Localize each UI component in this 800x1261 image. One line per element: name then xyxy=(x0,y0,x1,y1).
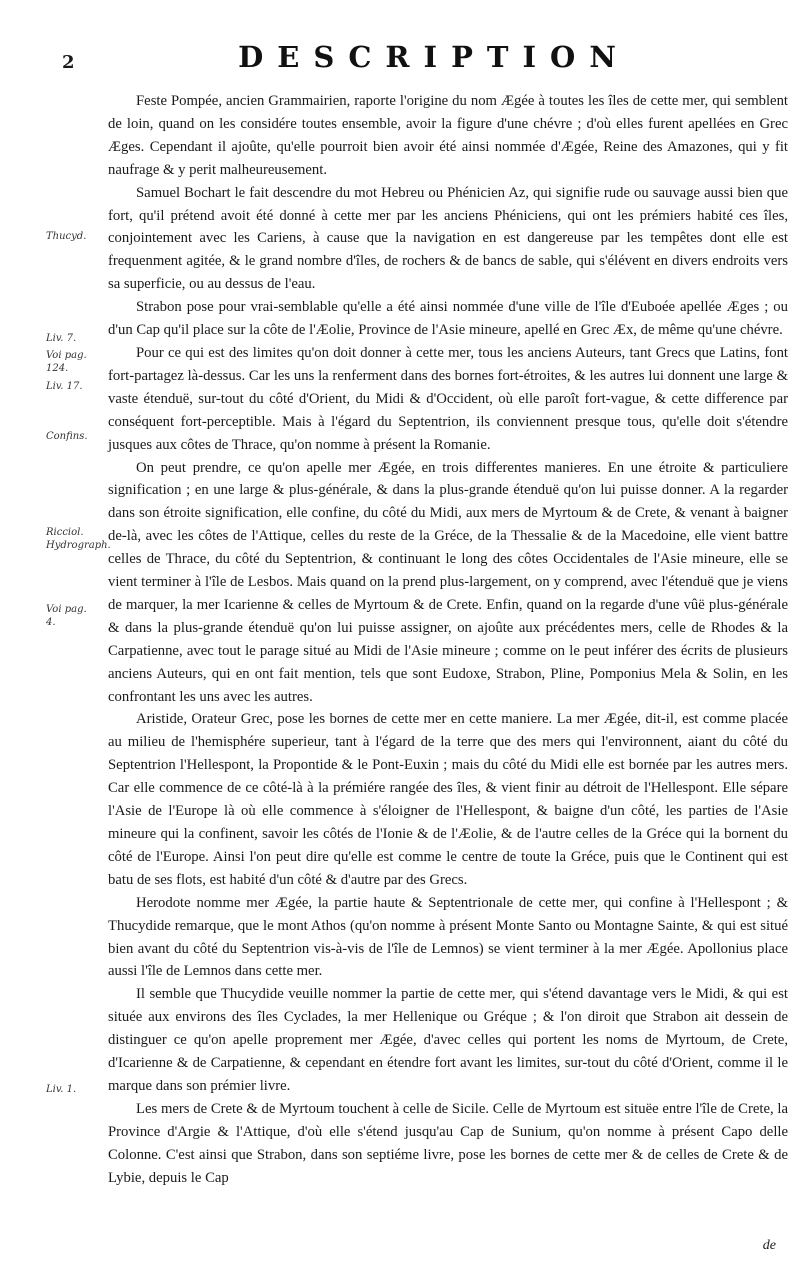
paragraph: Aristide, Orateur Grec, pose les bornes de cette mer en cette maniere. La mer Ægée, dit-il, est comme placée au milieu de l'hemisphére superieur, tant à l'égard de la terre que des mers qui l'environnent, aiant du côté du Septentrion l'Hellespont, la Propontide & le Pont-Euxin ; mais du côté du Midi elle est bornée par les autres mers. Car elle commence de ce côté-là à la prémiére rangée des îles, & vient finir au détroit de l'Hellespont. Elle sépare l'Asie de l'Europe là où elle commence à s'éloigner de l'Hellespont, & baigne d'un côté, les parties de l'Asie mineure qui la confinent, savoir les côtés de l'Ionie & de l'Æolie, & de l'autre celles de la Gréce qui la bornent du côté de l'Europe. Ainsi l'on peut dire qu'elle est comme le centre de toute la Gréce, puis que le Continent qui est batu de ses flots, est habité d'un côté & d'autre par des Grecs. xyxy=(108,711,788,888)
margin-note: Liv. 17. xyxy=(46,381,83,392)
margin-note: Thucyd. xyxy=(46,231,87,242)
body-text xyxy=(108,90,788,1190)
paragraph: Strabon pose pour vrai-semblable qu'elle a été ainsi nommée d'une ville de l'île d'Euboée apellée Æges ; ou d'un Cap qu'il place sur la côte de l'Æolie, Province de l'Asie mineure, apellé en Grec Æx, de même qu'une chévre. xyxy=(108,299,788,339)
paragraph: On peut prendre, ce qu'on apelle mer Ægée, en trois differentes manieres. En une étroite & particuliere signification ; en une large & plus-générale, & dans la plus-grande étenduë qu'on lui puisse donner. A la regarder dans son étroite signification, elle confine, du côté du Midi, aux mers de Myrtoum & de Crete, & venant à baigner de-là, avec les côtes de l'Attique, celles du reste de la Gréce, de la Thessalie & de la Macedoine, elle vient battre celles de Thrace, du côté du Septentrion, & continuant le long des côtes Occidentales de l'Asie mineure, elle se vient terminer à l'île de Lesbos. Mais quand on la prend plus-largement, on y comprend, avec l'étenduë que je viens de marquer, la mer Icarienne & celles de Myrtoum & de Crete. Enfin, quand on la regarde d'une vûë plus-générale & dans la plus-grande étenduë qu'on lui puisse assigner, on ajoûte aux précédentes mers, celle de Rhodes & la Carpatienne, avec tout le parage situé au Midi de l'Asie mineure ; comme on le peut inférer des écrits de plusieurs anciens Auteurs, qui en ont fait mention, tels que sont Eudoxe, Strabon, Pline, Pomponius Mela & Solin, en les confrontant les uns avec les autres. xyxy=(108,459,788,705)
margin-note: Liv. 1. xyxy=(46,1084,77,1095)
paragraph: Feste Pompée, ancien Grammairien, raporte l'origine du nom Ægée à toutes les îles de cette mer, qui semblent de loin, quand on les considére toutes ensemble, avoir la figure d'une chévre ; d'où elles furent apellées en Grec Æges. Cependant il ajoûte, qu'elle pourroit bien avoir été ainsi nommée d'Ægée, Reine des Amazones, qui y fit naufrage & y perit malheureusement. xyxy=(108,93,788,178)
running-title: DESCRIPTION xyxy=(238,40,630,74)
margin-note: Confins. xyxy=(46,431,88,442)
paragraph: Pour ce qui est des limites qu'on doit donner à cette mer, tous les anciens Auteurs, tant Grecs que Latins, font fort-partagez là-dessus. Car les uns la renferment dans des bornes fort-étroites, & les autres lui donnent une large & vaste étenduë, sur-tout du côté d'Orient, du Midi & d'Occident, où elle paroît fort-vague, & cette difference par conséquent fort-perceptible. Mais à l'égard du Septentrion, ils conviennent presque tous, qu'elle doit s'étendre jusques aux côtes de Thrace, qu'on nomme à présent la Romanie. xyxy=(108,344,788,453)
paragraph: Herodote nomme mer Ægée, la partie haute & Septentrionale de cette mer, qui confine à l'Hellespont ; & Thucydide remarque, que le mont Athos (qu'on nomme à présent Monte Santo ou Montagne Sainte, & qui est situé bien avant du côté du Septentrion vis-à-vis de l'île de Lemnos) se vient terminer à la mer Ægée. Apollonius place aussi l'île de Lemnos dans cette mer. xyxy=(108,894,788,980)
paragraph: Les mers de Crete & de Myrtoum touchent à celle de Sicile. Celle de Myrtoum est situëe entre l'île de Crete, la Province d'Argie & l'Attique, d'où elle s'étend jusqu'au Cap de Sunium, qu'on nomme à présent Capo delle Colonne. C'est ainsi que Strabon, dans son septiéme livre, pose les bornes de cette mer & de celles de Crete & de Lybie, depuis le Cap xyxy=(108,1100,788,1186)
page-number: 2 xyxy=(62,52,75,73)
margin-note: Voi pag. 4. xyxy=(46,604,87,628)
margin-note: Ricciol. Hydrograph. xyxy=(46,527,111,551)
paragraph: Il semble que Thucydide veuille nommer la partie de cette mer, qui s'étend davantage vers le Midi, & qui est située aux environs des îles Cyclades, la mer Hellenique ou Gréque ; & l'on diroit que Strabon ait dessein de distinguer ce qu'on apelle proprement mer Ægée, d'avec celles qui portent les noms de Myrtoum, de Crete, d'Icarienne & de Carpatienne, & cependant en étendre fort avant les limites, sur-tout du côté d'Orient, comme il le marque dans son prémier livre. xyxy=(108,986,788,1094)
margin-note: Liv. 7. xyxy=(46,333,77,344)
margin-note: Voi pag. 124. xyxy=(46,350,87,374)
page-header xyxy=(62,40,782,86)
paragraph: Samuel Bochart le fait descendre du mot Hebreu ou Phénicien Az, qui signifie rude ou sauvage aussi bien que fort, qu'il prétend avoit été donné à cette mer par les anciens Phéniciens, qui ont les prémiers habité ces îles, conjointement avec les Cariens, à cause que la navigation en est dangereuse par les tempêtes dont elle est frequenment agitée, & le grand nombre d'îles, de rochers & de bancs de sable, qui s'élévent en divers endroits vers sa superficie, ou au dessus de l'eau. xyxy=(108,184,788,293)
catchword: de xyxy=(762,1238,776,1253)
